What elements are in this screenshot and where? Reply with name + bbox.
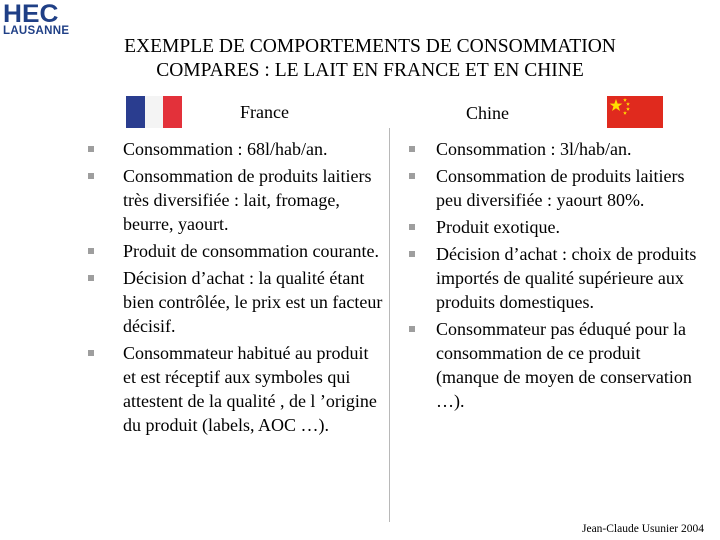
france-item-text: Consommateur habitué au produit et est réceptif aux symboles qui attestent de la qualité , de l ’origine du produit (labels, AOC …). [123,343,377,435]
list-item [436,242,706,314]
chine-list [436,137,706,416]
logo-sub-text: LAUSANNE [3,25,70,37]
list-item [436,164,706,212]
bullet-icon [88,275,94,281]
france-item-text: Décision d’achat : la qualité étant bien contrôlée, le prix est un facteur décisif. [123,268,383,336]
chine-item-text: Consommateur pas éduqué pour la consommation de ce produit (manque de moyen de conservation …). [436,319,692,411]
chine-heading: Chine [466,103,509,123]
list-item [123,341,385,437]
title-line-2: COMPARES : LE LAIT EN FRANCE ET EN CHINE [156,60,584,81]
bullet-icon [88,350,94,356]
title-line-1: EXEMPLE DE COMPORTEMENTS DE CONSOMMATION [124,36,616,57]
bullet-icon [409,251,415,257]
list-item [436,137,706,161]
china-flag-icon [607,96,663,128]
france-list [123,137,385,440]
france-item-text: Consommation de produits laitiers très diversifiée : lait, fromage, beurre, yaourt. [123,166,372,234]
column-divider [389,128,390,522]
logo-main-text: HEC [3,0,59,28]
bullet-icon [409,224,415,230]
list-item [123,137,385,161]
list-item [436,317,706,413]
france-item-text: Produit de consommation courante. [123,241,379,261]
bullet-icon [88,146,94,152]
list-item [123,239,385,263]
bullet-icon [409,326,415,332]
list-item [123,266,385,338]
france-item-text: Consommation : 68l/hab/an. [123,139,328,159]
france-heading: France [240,102,289,122]
chine-item-text: Consommation : 3l/hab/an. [436,139,632,159]
list-item [436,215,706,239]
footer-credit: Jean-Claude Usunier 2004 [582,523,704,535]
france-flag-icon [126,96,182,128]
bullet-icon [88,248,94,254]
bullet-icon [409,146,415,152]
chine-item-text: Décision d’achat : choix de produits importés de qualité supérieure aux produits domestiques. [436,244,697,312]
bullet-icon [409,173,415,179]
chine-item-text: Produit exotique. [436,217,560,237]
list-item [123,164,385,236]
bullet-icon [88,173,94,179]
chine-item-text: Consommation de produits laitiers peu diversifiée : yaourt 80%. [436,166,685,210]
page-title [0,35,720,83]
